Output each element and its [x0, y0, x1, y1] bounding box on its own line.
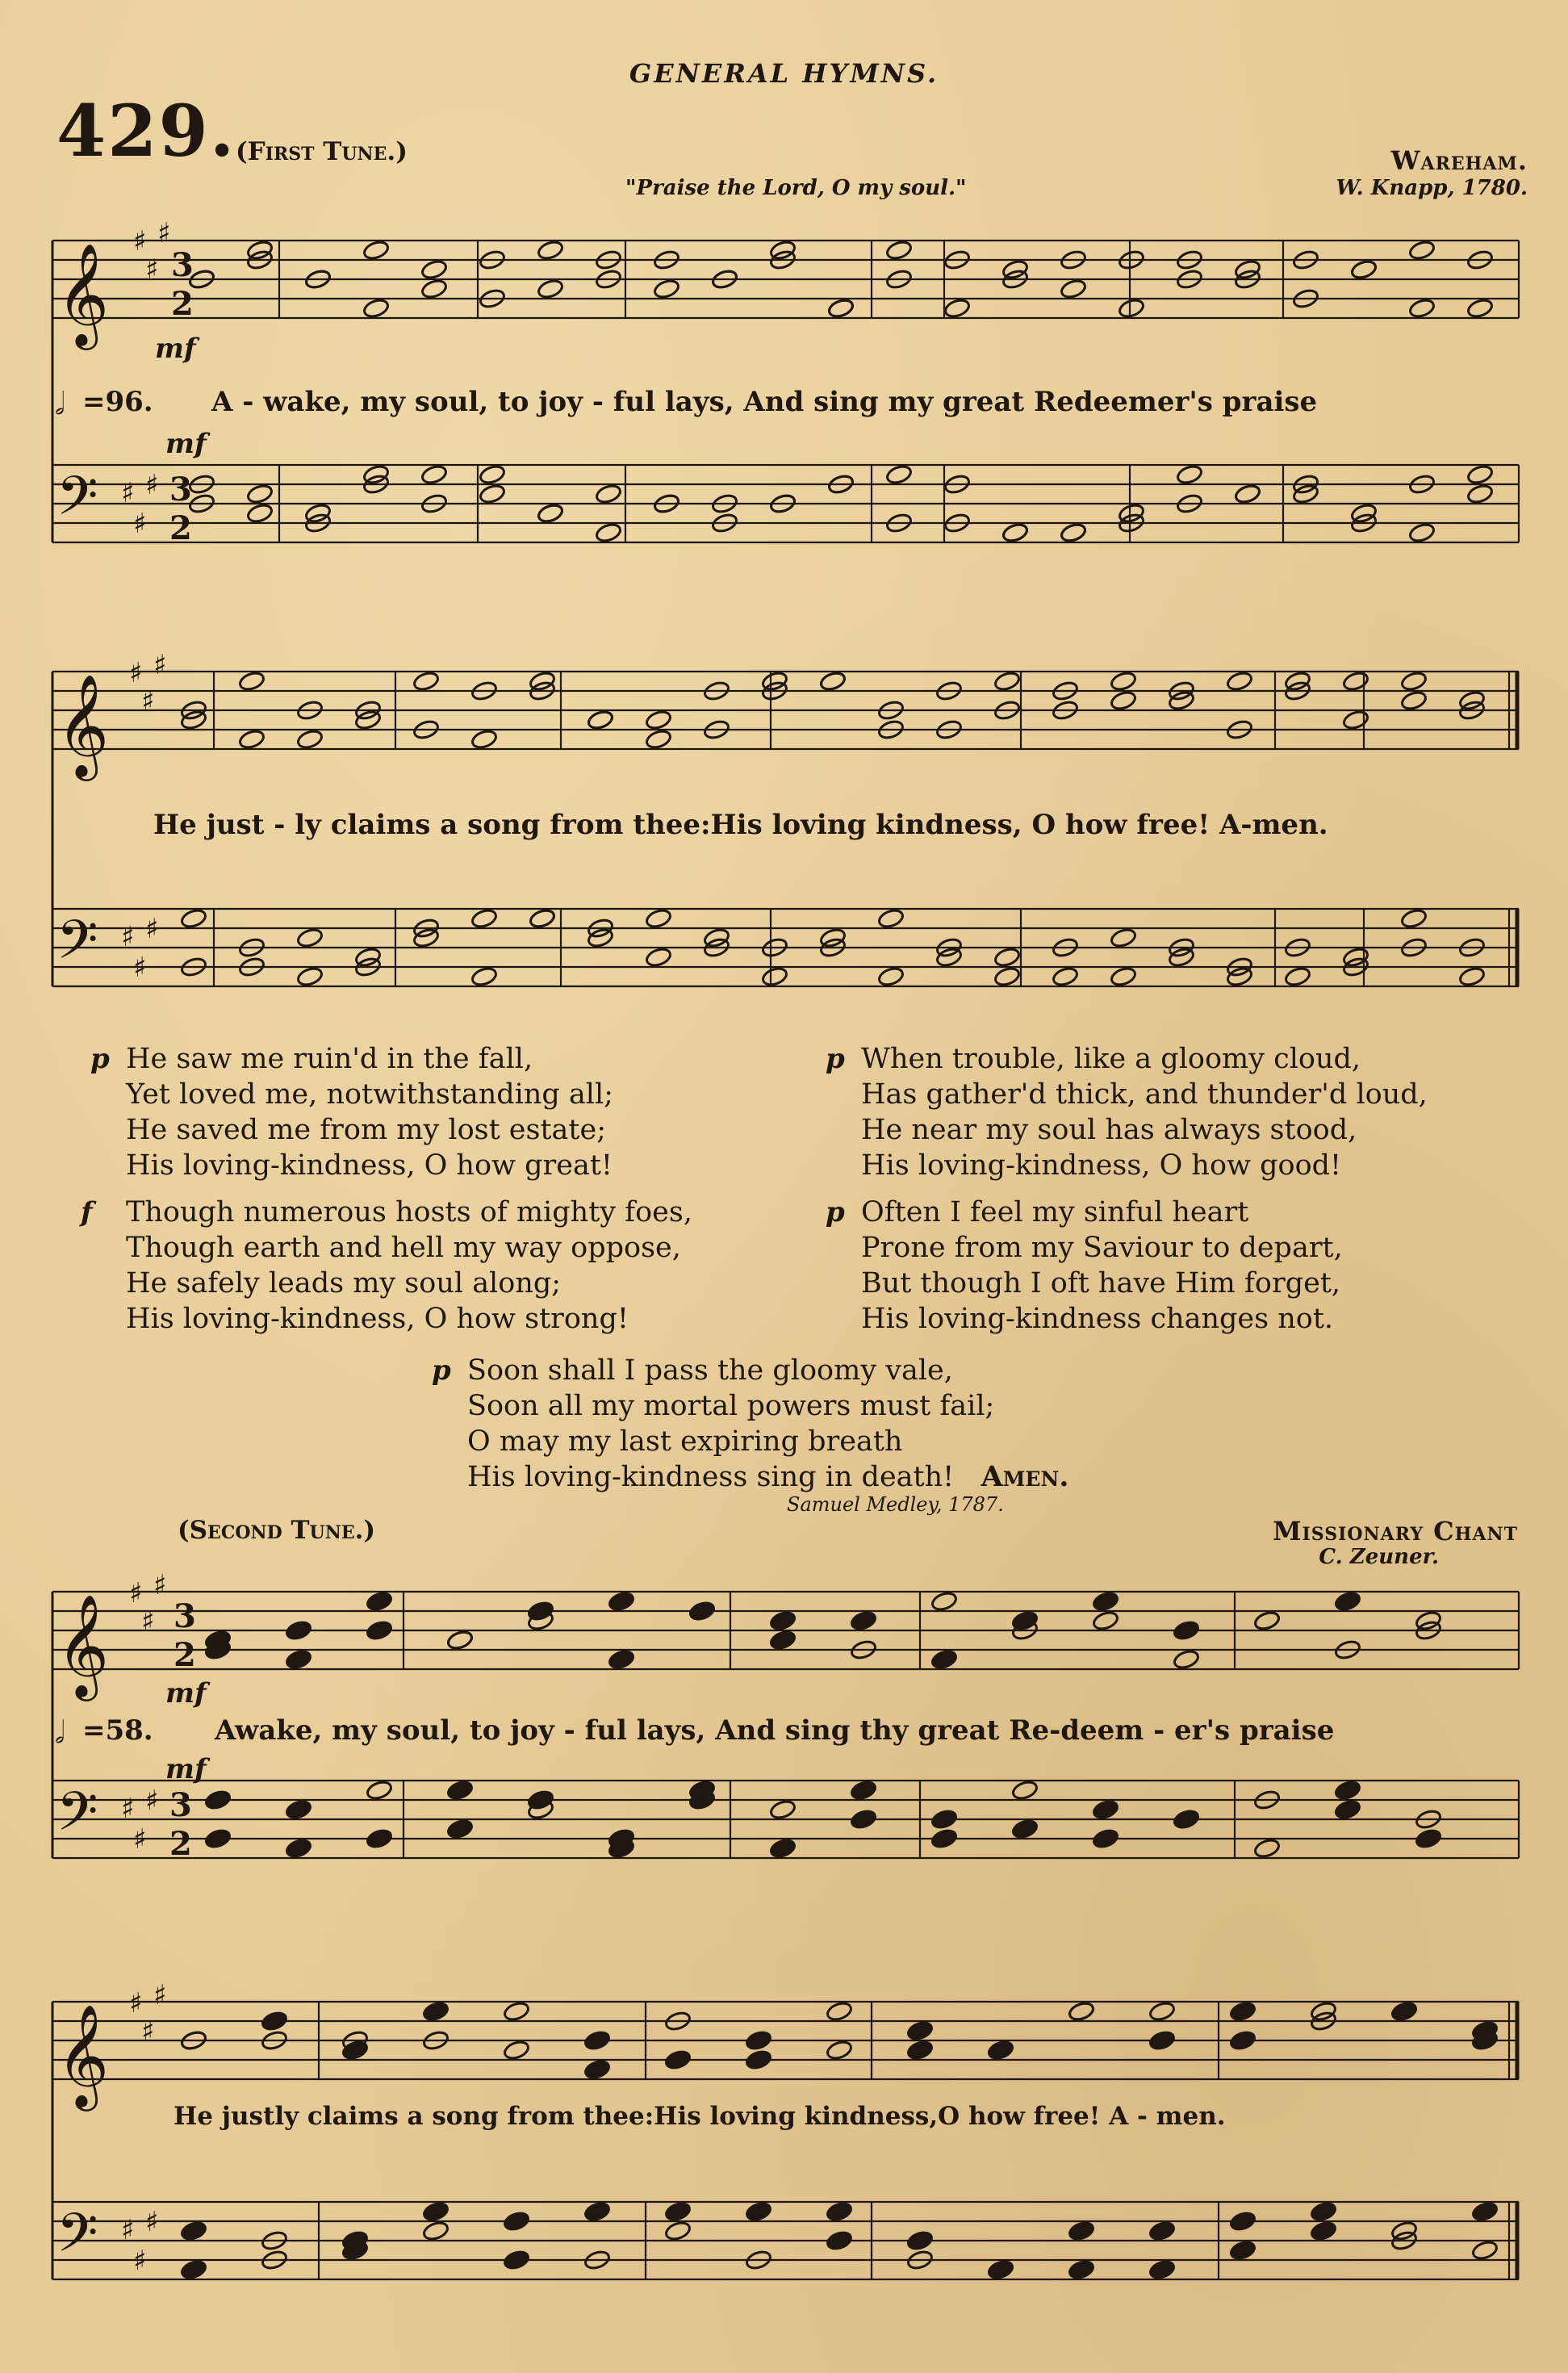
- running-head: GENERAL HYMNS.: [629, 58, 939, 89]
- notehead: [761, 670, 788, 692]
- notehead: [470, 728, 498, 750]
- key-signature-icon: [129, 1979, 166, 2048]
- dynamic-mf: mf: [165, 428, 207, 460]
- notehead: [503, 2210, 530, 2232]
- svg-text:♯: ♯: [121, 921, 135, 953]
- notehead: [285, 1798, 312, 1820]
- notehead: [826, 2200, 853, 2222]
- notehead: [664, 2049, 692, 2070]
- notehead: [1400, 670, 1428, 692]
- verse-block: p Often I feel my sinful heart Prone from my Saviour to depart, But though I oft have Him forget, His loving-kindness changes not.: [826, 1196, 1343, 1335]
- notehead: [769, 1629, 797, 1651]
- staff-bass-1: [52, 465, 1519, 542]
- notehead: [1168, 689, 1195, 711]
- notehead: [1253, 1837, 1281, 1859]
- svg-text:♯: ♯: [153, 1569, 167, 1601]
- notehead: [1400, 907, 1428, 929]
- notehead: [1292, 483, 1319, 504]
- notehead: [1001, 521, 1029, 543]
- notehead: [1068, 2220, 1095, 2241]
- svg-text:♯: ♯: [121, 2214, 135, 2246]
- notehead: [1234, 483, 1261, 504]
- notehead: [1234, 258, 1261, 280]
- svg-text:♯: ♯: [133, 1823, 147, 1856]
- notehead: [422, 2200, 449, 2222]
- notehead: [769, 1837, 797, 1859]
- notehead: [296, 965, 324, 987]
- notehead: [1229, 2000, 1256, 2022]
- treble-clef-icon: 𝄞: [56, 242, 110, 345]
- dynamic-mf: mf: [165, 1677, 207, 1710]
- notehead: [1011, 1779, 1039, 1801]
- notehead: [446, 1629, 474, 1651]
- notehead: [1052, 965, 1079, 987]
- notehead: [885, 463, 913, 485]
- key-signature-icon: [129, 649, 166, 718]
- notehead: [204, 1789, 232, 1810]
- notehead: [479, 463, 506, 485]
- notehead: [1310, 2220, 1337, 2241]
- notehead: [583, 2029, 611, 2051]
- notehead: [1092, 1827, 1119, 1849]
- svg-text:♯: ♯: [129, 1577, 143, 1609]
- svg-text:♯: ♯: [141, 685, 155, 718]
- bass-clef-icon: 𝄢: [56, 465, 98, 540]
- notehead: [987, 2039, 1014, 2061]
- notehead: [529, 907, 556, 929]
- notehead: [1148, 2029, 1176, 2051]
- svg-text:♯: ♯: [145, 2206, 159, 2238]
- bass-clef-icon: 𝄢: [56, 2202, 98, 2277]
- lyric-line: He justly claims a song from thee:His loving kindness,O how free! A - men.: [174, 2102, 1226, 2131]
- notehead: [930, 1808, 958, 1830]
- notehead: [470, 965, 498, 987]
- notehead: [645, 907, 672, 929]
- notehead: [1408, 239, 1436, 261]
- notehead: [1011, 1609, 1039, 1631]
- notehead: [826, 2039, 853, 2061]
- notehead: [246, 502, 274, 524]
- verse-block: p Soon shall I pass the gloomy vale, Soon all my mortal powers must fail; O may my last expiring breath His loving-kindness sing in death! Amen.: [432, 1354, 1069, 1493]
- first-tune-name: Wareham.: [1390, 145, 1528, 176]
- svg-text:2: 2: [174, 1636, 196, 1674]
- notehead: [993, 965, 1021, 987]
- notehead: [930, 1590, 958, 1612]
- svg-text:♯: ♯: [133, 225, 147, 257]
- notehead: [1110, 927, 1137, 948]
- notehead: [906, 2019, 934, 2041]
- notehead: [819, 927, 847, 948]
- svg-text:2: 2: [171, 285, 194, 323]
- notehead: [703, 927, 730, 948]
- svg-text:♯: ♯: [145, 913, 159, 945]
- notehead: [587, 927, 614, 948]
- notehead: [745, 2029, 772, 2051]
- notehead: [930, 1648, 958, 1670]
- notehead: [608, 1648, 635, 1670]
- notehead: [470, 907, 498, 929]
- svg-text:3: 3: [174, 1597, 196, 1635]
- notehead: [664, 2220, 692, 2241]
- treble-clef-icon: 𝄞: [56, 1593, 110, 1697]
- notehead: [362, 297, 390, 319]
- notehead: [645, 709, 672, 730]
- notehead: [1342, 709, 1369, 730]
- notehead: [827, 297, 855, 319]
- notehead: [420, 258, 448, 280]
- notehead: [583, 2058, 611, 2080]
- first-tune-epigraph: "Praise the Lord, O my soul.": [625, 176, 967, 200]
- dynamic-mf: mf: [165, 1753, 207, 1785]
- notehead: [1471, 2239, 1499, 2261]
- notehead: [1092, 1798, 1119, 1820]
- metronome-mark: =58.: [82, 1714, 153, 1747]
- verse-block: f Though numerous hosts of mighty foes, Though earth and hell my way oppose, He safely leads my soul along; His loving-kindness, O how strong!: [81, 1196, 692, 1335]
- dynamic-mf: mf: [155, 333, 196, 365]
- notehead: [180, 2258, 207, 2280]
- notehead: [446, 1818, 474, 1839]
- notehead: [761, 965, 788, 987]
- notehead: [296, 728, 324, 750]
- notehead: [446, 1779, 474, 1801]
- notehead: [1408, 297, 1436, 319]
- notehead: [769, 1609, 797, 1631]
- notehead: [1334, 1779, 1361, 1801]
- notehead: [1390, 2000, 1418, 2022]
- amen: Amen.: [981, 1460, 1069, 1493]
- notehead: [366, 1619, 393, 1641]
- notehead: [877, 965, 905, 987]
- staff-treble-3: [52, 1592, 1519, 1669]
- notehead: [1415, 1827, 1442, 1849]
- notehead: [412, 927, 440, 948]
- half-note-icon: 𝅗𝅥: [55, 386, 65, 421]
- svg-text:♯: ♯: [133, 2245, 147, 2277]
- treble-clef-icon: 𝄞: [56, 673, 110, 776]
- bass-clef-icon: 𝄢: [56, 1781, 98, 1856]
- notehead: [537, 278, 564, 299]
- notehead: [943, 297, 971, 319]
- notehead: [422, 2220, 449, 2241]
- notehead: [412, 670, 440, 692]
- notehead: [285, 1837, 312, 1859]
- key-signature-icon: [133, 217, 170, 286]
- notehead: [1229, 2210, 1256, 2232]
- notehead: [296, 927, 324, 948]
- second-tune-composer: C. Zeuner.: [1319, 1545, 1439, 1569]
- notehead: [354, 946, 382, 968]
- notehead: [503, 2249, 530, 2270]
- notehead: [1148, 2220, 1176, 2241]
- svg-text:♯: ♯: [121, 1793, 135, 1825]
- notehead: [1173, 1648, 1200, 1670]
- notehead: [1148, 2000, 1176, 2022]
- svg-text:♯: ♯: [145, 253, 159, 286]
- notehead: [1092, 1590, 1119, 1612]
- notehead: [850, 1609, 877, 1631]
- notehead: [930, 1827, 958, 1849]
- notehead: [1466, 463, 1494, 485]
- svg-text:♯: ♯: [157, 217, 171, 249]
- notehead: [1118, 502, 1145, 524]
- notehead: [1229, 2029, 1256, 2051]
- svg-text:♯: ♯: [153, 1979, 167, 2011]
- notehead: [645, 946, 672, 968]
- notehead: [850, 1779, 877, 1801]
- notehead: [906, 2039, 934, 2061]
- notehead: [1466, 297, 1494, 319]
- notehead: [745, 2049, 772, 2070]
- notehead: [1110, 689, 1137, 711]
- first-tune-label: (First Tune.): [236, 137, 408, 166]
- notehead: [366, 1827, 393, 1849]
- verse-block: p When trouble, like a gloomy cloud, Has gather'd thick, and thunder'd loud, He near my soul has always stood, His loving-kindness, O how good!: [826, 1043, 1428, 1182]
- notehead: [304, 502, 332, 524]
- svg-text:♯: ♯: [129, 1987, 143, 2019]
- notehead: [366, 1590, 393, 1612]
- svg-text:3: 3: [169, 1786, 192, 1824]
- notehead: [608, 1590, 635, 1612]
- notehead: [1148, 2258, 1176, 2280]
- notehead: [745, 2200, 772, 2222]
- notehead: [1334, 1590, 1361, 1612]
- svg-text:♯: ♯: [133, 952, 147, 984]
- notehead: [285, 1619, 312, 1641]
- notehead: [993, 946, 1021, 968]
- notehead: [180, 2220, 207, 2241]
- notehead: [1471, 2200, 1499, 2222]
- lyric-line: A - wake, my soul, to joy - ful lays, And sing my great Redeemer's praise: [211, 386, 1318, 418]
- notehead: [1400, 689, 1428, 711]
- notehead: [1168, 946, 1195, 968]
- notehead: [1110, 670, 1137, 692]
- bass-clef-icon: 𝄢: [56, 909, 98, 984]
- notehead: [420, 278, 448, 299]
- notehead: [1110, 965, 1137, 987]
- treble-clef-icon: 𝄞: [56, 2003, 110, 2107]
- svg-text:♯: ♯: [145, 469, 159, 501]
- notehead: [503, 2039, 530, 2061]
- notehead: [238, 670, 266, 692]
- notehead: [583, 2200, 611, 2222]
- notehead: [366, 1779, 393, 1801]
- notehead: [1458, 689, 1486, 711]
- notehead: [885, 239, 913, 261]
- notehead: [1253, 1609, 1281, 1631]
- notehead: [285, 1648, 312, 1670]
- hymn-author: Samuel Medley, 1787.: [787, 1493, 1004, 1516]
- verse-block: p He saw me ruin'd in the fall, Yet loved me, notwithstanding all; He saved me from my lost estate; His loving-kindness, O how great!: [90, 1043, 613, 1182]
- svg-text:♯: ♯: [141, 2015, 155, 2048]
- notehead: [595, 521, 622, 543]
- lyric-line: He just - ly claims a song from thee:His loving kindness, O how free! A-men.: [153, 809, 1328, 841]
- notehead: [1226, 965, 1253, 987]
- notehead: [1458, 965, 1486, 987]
- svg-text:♯: ♯: [145, 1785, 159, 1817]
- notehead: [664, 2200, 692, 2222]
- notehead: [850, 1808, 877, 1830]
- notehead: [422, 2000, 449, 2022]
- notehead: [1226, 670, 1253, 692]
- notehead: [261, 2010, 288, 2032]
- notehead: [877, 907, 905, 929]
- lyric-line: Awake, my soul, to joy - ful lays, And sing thy great Re-deem - er's praise: [215, 1714, 1335, 1747]
- notehead: [537, 239, 564, 261]
- second-tune-label: (Second Tune.): [178, 1516, 376, 1545]
- notehead: [826, 2229, 853, 2251]
- metronome-mark: =96.: [82, 386, 153, 418]
- notehead: [769, 239, 797, 261]
- notehead: [1466, 483, 1494, 504]
- svg-text:♯: ♯: [133, 508, 147, 540]
- notehead: [420, 463, 448, 485]
- svg-text:♯: ♯: [129, 657, 143, 689]
- svg-text:♯: ♯: [121, 477, 135, 509]
- notehead: [993, 670, 1021, 692]
- notehead: [238, 728, 266, 750]
- notehead: [1176, 463, 1203, 485]
- notehead: [246, 483, 274, 504]
- notehead: [587, 709, 614, 730]
- second-tune-name: Missionary Chant: [1273, 1516, 1518, 1546]
- notehead: [204, 1827, 232, 1849]
- notehead: [826, 2000, 853, 2022]
- notehead: [1173, 1619, 1200, 1641]
- notehead: [1229, 2239, 1256, 2261]
- key-signature-icon: [129, 1569, 166, 1638]
- first-tune-composer: W. Knapp, 1780.: [1336, 176, 1528, 200]
- hymn-number: 429.: [56, 89, 236, 173]
- notehead: [1092, 1609, 1119, 1631]
- notehead: [180, 907, 207, 929]
- notehead: [645, 728, 672, 750]
- notehead: [1408, 521, 1436, 543]
- svg-text:♯: ♯: [153, 649, 167, 681]
- svg-text:2: 2: [169, 1825, 192, 1863]
- svg-text:3: 3: [171, 246, 194, 284]
- svg-text:♯: ♯: [141, 1605, 155, 1638]
- notehead: [819, 670, 847, 692]
- notehead: [503, 2000, 530, 2022]
- notehead: [595, 483, 622, 504]
- notehead: [537, 502, 564, 524]
- notehead: [1310, 2200, 1337, 2222]
- notehead: [653, 278, 680, 299]
- svg-text:2: 2: [169, 509, 192, 547]
- notehead: [906, 2229, 934, 2251]
- notehead: [1060, 278, 1087, 299]
- notehead: [1068, 2000, 1095, 2022]
- notehead: [1060, 521, 1087, 543]
- notehead: [688, 1600, 716, 1622]
- notehead: [1415, 1609, 1442, 1631]
- notehead: [1118, 297, 1145, 319]
- notehead: [362, 239, 390, 261]
- notehead: [1334, 1798, 1361, 1820]
- notehead: [1350, 258, 1378, 280]
- notehead: [1068, 2258, 1095, 2280]
- notehead: [1284, 965, 1311, 987]
- half-note-icon: 𝅗𝅥: [55, 1714, 65, 1750]
- notehead: [1342, 670, 1369, 692]
- notehead: [479, 483, 506, 504]
- svg-text:3: 3: [169, 471, 192, 508]
- notehead: [769, 1798, 797, 1820]
- notehead: [1011, 1818, 1039, 1839]
- notehead: [1284, 670, 1311, 692]
